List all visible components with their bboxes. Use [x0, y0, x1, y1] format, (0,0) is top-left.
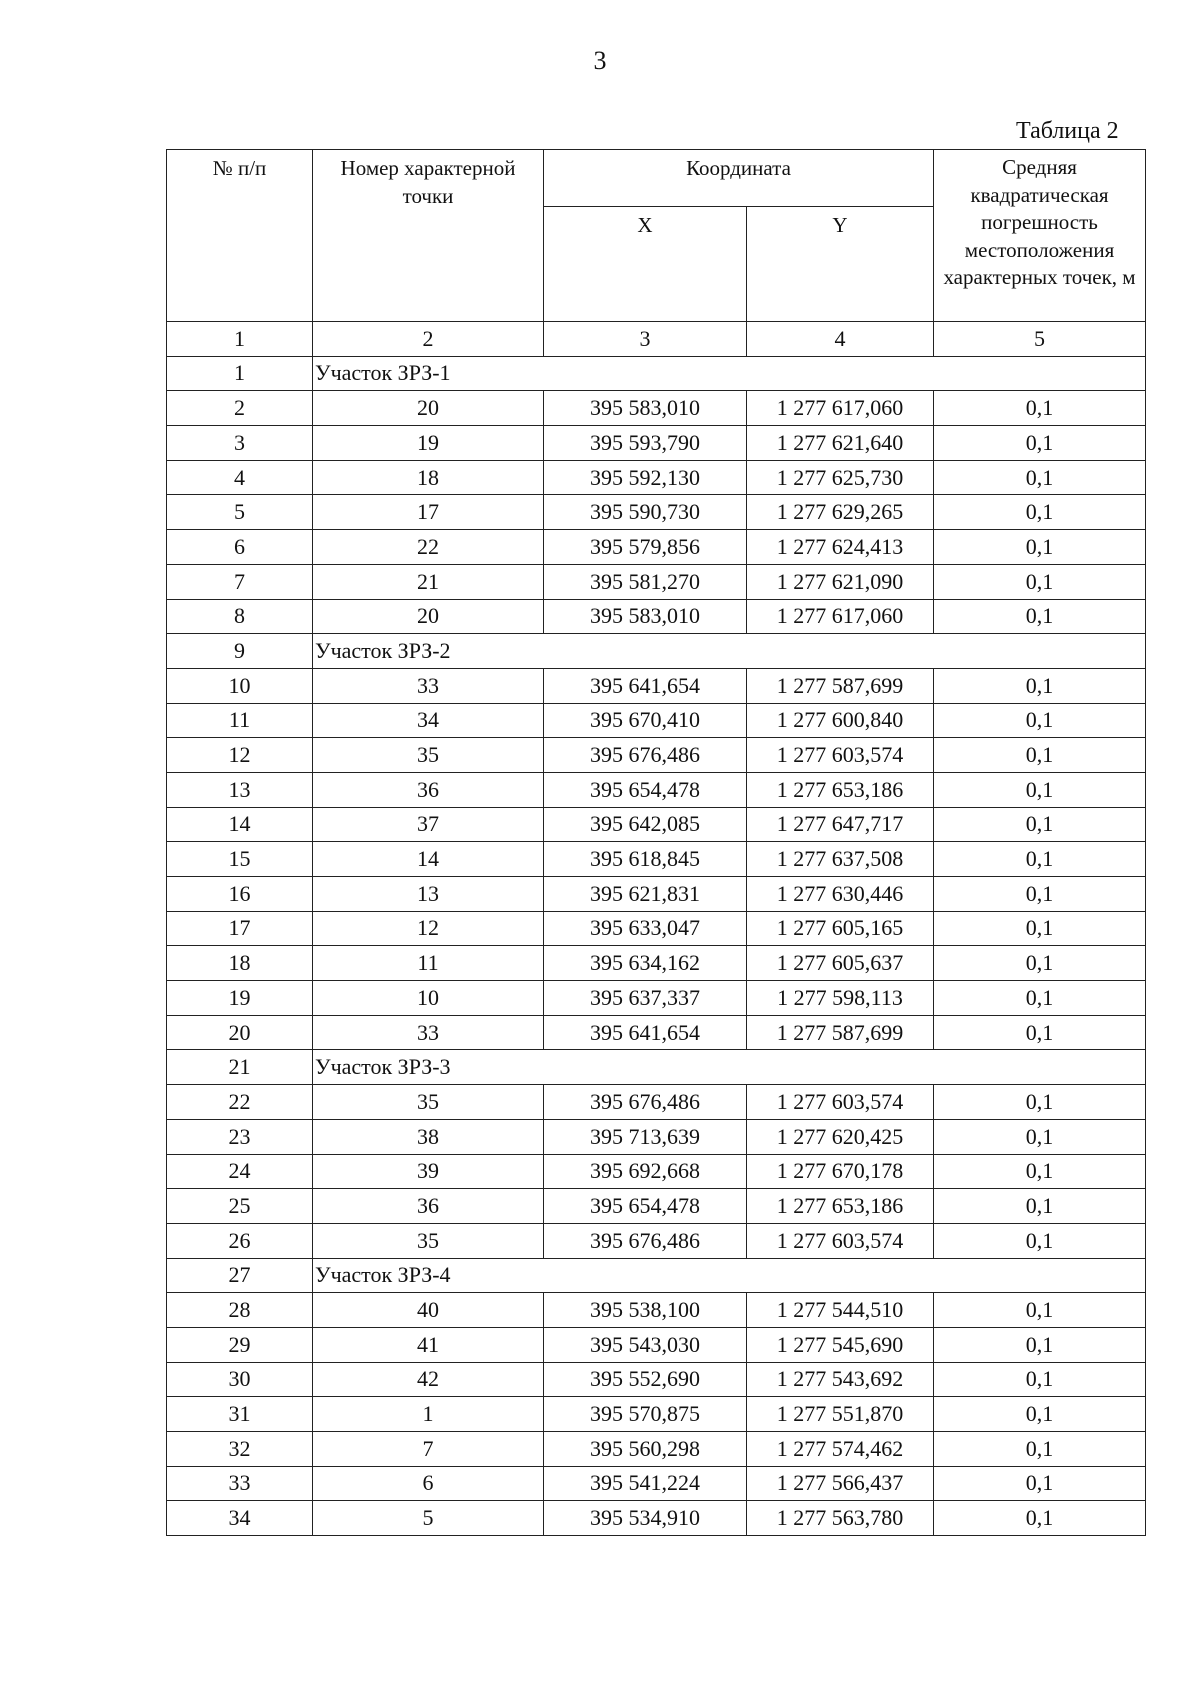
error-value: 0,1 — [934, 1154, 1146, 1189]
point-number: 39 — [313, 1154, 544, 1189]
section-row — [167, 634, 1146, 669]
y-coordinate: 1 277 624,413 — [747, 530, 934, 565]
table-row — [167, 981, 1146, 1016]
header-error: Средняя квадратическая погрешность местоположения характерных точек, м — [934, 150, 1146, 322]
row-number: 4 — [167, 460, 313, 495]
error-value: 0,1 — [934, 668, 1146, 703]
header-y: Y — [747, 207, 934, 322]
y-coordinate: 1 277 587,699 — [747, 1015, 934, 1050]
row-number: 17 — [167, 911, 313, 946]
x-coordinate: 395 560,298 — [544, 1432, 747, 1467]
point-number: 33 — [313, 1015, 544, 1050]
table-row — [167, 564, 1146, 599]
row-number: 26 — [167, 1223, 313, 1258]
y-coordinate: 1 277 637,508 — [747, 842, 934, 877]
error-value: 0,1 — [934, 1293, 1146, 1328]
row-number: 5 — [167, 495, 313, 530]
x-coordinate: 395 534,910 — [544, 1501, 747, 1536]
page-number: 3 — [593, 46, 607, 75]
error-value: 0,1 — [934, 530, 1146, 565]
row-number: 13 — [167, 772, 313, 807]
table-row — [167, 460, 1146, 495]
table-caption: Таблица 2 — [1016, 118, 1119, 144]
y-coordinate: 1 277 566,437 — [747, 1466, 934, 1501]
y-coordinate: 1 277 653,186 — [747, 772, 934, 807]
error-value: 0,1 — [934, 842, 1146, 877]
row-number: 10 — [167, 668, 313, 703]
row-number: 30 — [167, 1362, 313, 1397]
point-number: 20 — [313, 391, 544, 426]
error-value: 0,1 — [934, 1362, 1146, 1397]
x-coordinate: 395 676,486 — [544, 1085, 747, 1120]
section-row — [167, 1258, 1146, 1293]
error-value: 0,1 — [934, 738, 1146, 773]
point-number: 38 — [313, 1119, 544, 1154]
table-row — [167, 1085, 1146, 1120]
table-row — [167, 1397, 1146, 1432]
error-value: 0,1 — [934, 426, 1146, 461]
error-value: 0,1 — [934, 495, 1146, 530]
x-coordinate: 395 637,337 — [544, 981, 747, 1016]
column-number: 5 — [934, 322, 1146, 357]
row-number: 25 — [167, 1189, 313, 1224]
error-value: 0,1 — [934, 1432, 1146, 1467]
error-value: 0,1 — [934, 1189, 1146, 1224]
point-number: 35 — [313, 1223, 544, 1258]
x-coordinate: 395 570,875 — [544, 1397, 747, 1432]
y-coordinate: 1 277 603,574 — [747, 1085, 934, 1120]
y-coordinate: 1 277 630,446 — [747, 877, 934, 912]
error-value: 0,1 — [934, 391, 1146, 426]
y-coordinate: 1 277 574,462 — [747, 1432, 934, 1467]
x-coordinate: 395 579,856 — [544, 530, 747, 565]
point-number: 1 — [313, 1397, 544, 1432]
row-number: 3 — [167, 426, 313, 461]
row-number: 24 — [167, 1154, 313, 1189]
y-coordinate: 1 277 563,780 — [747, 1501, 934, 1536]
table-row — [167, 877, 1146, 912]
point-number: 18 — [313, 460, 544, 495]
row-number: 20 — [167, 1015, 313, 1050]
point-number: 20 — [313, 599, 544, 634]
x-coordinate: 395 592,130 — [544, 460, 747, 495]
y-coordinate: 1 277 587,699 — [747, 668, 934, 703]
point-number: 35 — [313, 738, 544, 773]
table-row — [167, 1327, 1146, 1362]
x-coordinate: 395 543,030 — [544, 1327, 747, 1362]
point-number: 19 — [313, 426, 544, 461]
row-number: 1 — [167, 356, 313, 391]
point-number: 7 — [313, 1432, 544, 1467]
y-coordinate: 1 277 603,574 — [747, 738, 934, 773]
row-number: 12 — [167, 738, 313, 773]
error-value: 0,1 — [934, 703, 1146, 738]
x-coordinate: 395 593,790 — [544, 426, 747, 461]
x-coordinate: 395 618,845 — [544, 842, 747, 877]
section-title: Участок ЗРЗ-3 — [313, 1050, 1146, 1085]
row-number: 15 — [167, 842, 313, 877]
error-value: 0,1 — [934, 807, 1146, 842]
table-row — [167, 495, 1146, 530]
table-row — [167, 946, 1146, 981]
table-row — [167, 842, 1146, 877]
row-number: 11 — [167, 703, 313, 738]
table-row — [167, 1501, 1146, 1536]
point-number: 35 — [313, 1085, 544, 1120]
error-value: 0,1 — [934, 460, 1146, 495]
error-value: 0,1 — [934, 1223, 1146, 1258]
row-number: 2 — [167, 391, 313, 426]
y-coordinate: 1 277 545,690 — [747, 1327, 934, 1362]
error-value: 0,1 — [934, 1085, 1146, 1120]
error-value: 0,1 — [934, 772, 1146, 807]
y-coordinate: 1 277 621,090 — [747, 564, 934, 599]
coordinates-table — [166, 149, 1146, 1536]
row-number: 22 — [167, 1085, 313, 1120]
y-coordinate: 1 277 598,113 — [747, 981, 934, 1016]
row-number: 6 — [167, 530, 313, 565]
x-coordinate: 395 538,100 — [544, 1293, 747, 1328]
y-coordinate: 1 277 620,425 — [747, 1119, 934, 1154]
table-row — [167, 1362, 1146, 1397]
table-row — [167, 1189, 1146, 1224]
x-coordinate: 395 676,486 — [544, 738, 747, 773]
y-coordinate: 1 277 544,510 — [747, 1293, 934, 1328]
column-number: 4 — [747, 322, 934, 357]
y-coordinate: 1 277 647,717 — [747, 807, 934, 842]
x-coordinate: 395 641,654 — [544, 668, 747, 703]
section-row — [167, 1050, 1146, 1085]
error-value: 0,1 — [934, 1466, 1146, 1501]
table-row — [167, 1466, 1146, 1501]
row-number: 23 — [167, 1119, 313, 1154]
table-row — [167, 1154, 1146, 1189]
table-row — [167, 426, 1146, 461]
row-number: 27 — [167, 1258, 313, 1293]
point-number: 13 — [313, 877, 544, 912]
table-row — [167, 1432, 1146, 1467]
table-row — [167, 772, 1146, 807]
y-coordinate: 1 277 617,060 — [747, 599, 934, 634]
section-title: Участок ЗРЗ-2 — [313, 634, 1146, 669]
x-coordinate: 395 590,730 — [544, 495, 747, 530]
column-numbers-row — [167, 322, 1146, 357]
table-row — [167, 1293, 1146, 1328]
x-coordinate: 395 621,831 — [544, 877, 747, 912]
row-number: 14 — [167, 807, 313, 842]
y-coordinate: 1 277 600,840 — [747, 703, 934, 738]
column-number: 1 — [167, 322, 313, 357]
row-number: 16 — [167, 877, 313, 912]
point-number: 11 — [313, 946, 544, 981]
table-row — [167, 911, 1146, 946]
table-row — [167, 668, 1146, 703]
x-coordinate: 395 633,047 — [544, 911, 747, 946]
header-x: X — [544, 207, 747, 322]
column-number: 3 — [544, 322, 747, 357]
point-number: 12 — [313, 911, 544, 946]
table-row — [167, 599, 1146, 634]
point-number: 21 — [313, 564, 544, 599]
header-num: № п/п — [167, 150, 313, 322]
error-value: 0,1 — [934, 981, 1146, 1016]
y-coordinate: 1 277 617,060 — [747, 391, 934, 426]
point-number: 34 — [313, 703, 544, 738]
error-value: 0,1 — [934, 877, 1146, 912]
table-row — [167, 1223, 1146, 1258]
table-header — [167, 150, 1146, 357]
error-value: 0,1 — [934, 1397, 1146, 1432]
y-coordinate: 1 277 621,640 — [747, 426, 934, 461]
row-number: 31 — [167, 1397, 313, 1432]
point-number: 10 — [313, 981, 544, 1016]
row-number: 7 — [167, 564, 313, 599]
x-coordinate: 395 713,639 — [544, 1119, 747, 1154]
row-number: 8 — [167, 599, 313, 634]
row-number: 33 — [167, 1466, 313, 1501]
error-value: 0,1 — [934, 946, 1146, 981]
x-coordinate: 395 670,410 — [544, 703, 747, 738]
x-coordinate: 395 692,668 — [544, 1154, 747, 1189]
point-number: 42 — [313, 1362, 544, 1397]
table-row — [167, 703, 1146, 738]
y-coordinate: 1 277 625,730 — [747, 460, 934, 495]
x-coordinate: 395 676,486 — [544, 1223, 747, 1258]
x-coordinate: 395 634,162 — [544, 946, 747, 981]
point-number: 14 — [313, 842, 544, 877]
table-row — [167, 807, 1146, 842]
section-row — [167, 356, 1146, 391]
x-coordinate: 395 654,478 — [544, 772, 747, 807]
table-row — [167, 391, 1146, 426]
error-value: 0,1 — [934, 1501, 1146, 1536]
error-value: 0,1 — [934, 1015, 1146, 1050]
point-number: 6 — [313, 1466, 544, 1501]
x-coordinate: 395 552,690 — [544, 1362, 747, 1397]
column-number: 2 — [313, 322, 544, 357]
row-number: 19 — [167, 981, 313, 1016]
x-coordinate: 395 583,010 — [544, 391, 747, 426]
x-coordinate: 395 541,224 — [544, 1466, 747, 1501]
row-number: 28 — [167, 1293, 313, 1328]
row-number: 9 — [167, 634, 313, 669]
y-coordinate: 1 277 629,265 — [747, 495, 934, 530]
error-value: 0,1 — [934, 599, 1146, 634]
y-coordinate: 1 277 653,186 — [747, 1189, 934, 1224]
row-number: 34 — [167, 1501, 313, 1536]
x-coordinate: 395 641,654 — [544, 1015, 747, 1050]
header-coordinate: Координата — [544, 150, 934, 207]
point-number: 40 — [313, 1293, 544, 1328]
point-number: 17 — [313, 495, 544, 530]
x-coordinate: 395 642,085 — [544, 807, 747, 842]
table-body — [167, 356, 1146, 1535]
y-coordinate: 1 277 670,178 — [747, 1154, 934, 1189]
error-value: 0,1 — [934, 564, 1146, 599]
table-row — [167, 1119, 1146, 1154]
section-title: Участок ЗРЗ-1 — [313, 356, 1146, 391]
error-value: 0,1 — [934, 911, 1146, 946]
table-row — [167, 530, 1146, 565]
point-number: 37 — [313, 807, 544, 842]
row-number: 29 — [167, 1327, 313, 1362]
error-value: 0,1 — [934, 1327, 1146, 1362]
x-coordinate: 395 654,478 — [544, 1189, 747, 1224]
header-point: Номер характерной точки — [313, 150, 544, 322]
x-coordinate: 395 583,010 — [544, 599, 747, 634]
table-row — [167, 738, 1146, 773]
row-number: 32 — [167, 1432, 313, 1467]
point-number: 36 — [313, 772, 544, 807]
row-number: 18 — [167, 946, 313, 981]
error-value: 0,1 — [934, 1119, 1146, 1154]
point-number: 41 — [313, 1327, 544, 1362]
y-coordinate: 1 277 543,692 — [747, 1362, 934, 1397]
row-number: 21 — [167, 1050, 313, 1085]
x-coordinate: 395 581,270 — [544, 564, 747, 599]
point-number: 33 — [313, 668, 544, 703]
point-number: 5 — [313, 1501, 544, 1536]
y-coordinate: 1 277 551,870 — [747, 1397, 934, 1432]
y-coordinate: 1 277 605,165 — [747, 911, 934, 946]
y-coordinate: 1 277 605,637 — [747, 946, 934, 981]
y-coordinate: 1 277 603,574 — [747, 1223, 934, 1258]
table-row — [167, 1015, 1146, 1050]
section-title: Участок ЗРЗ-4 — [313, 1258, 1146, 1293]
point-number: 22 — [313, 530, 544, 565]
point-number: 36 — [313, 1189, 544, 1224]
